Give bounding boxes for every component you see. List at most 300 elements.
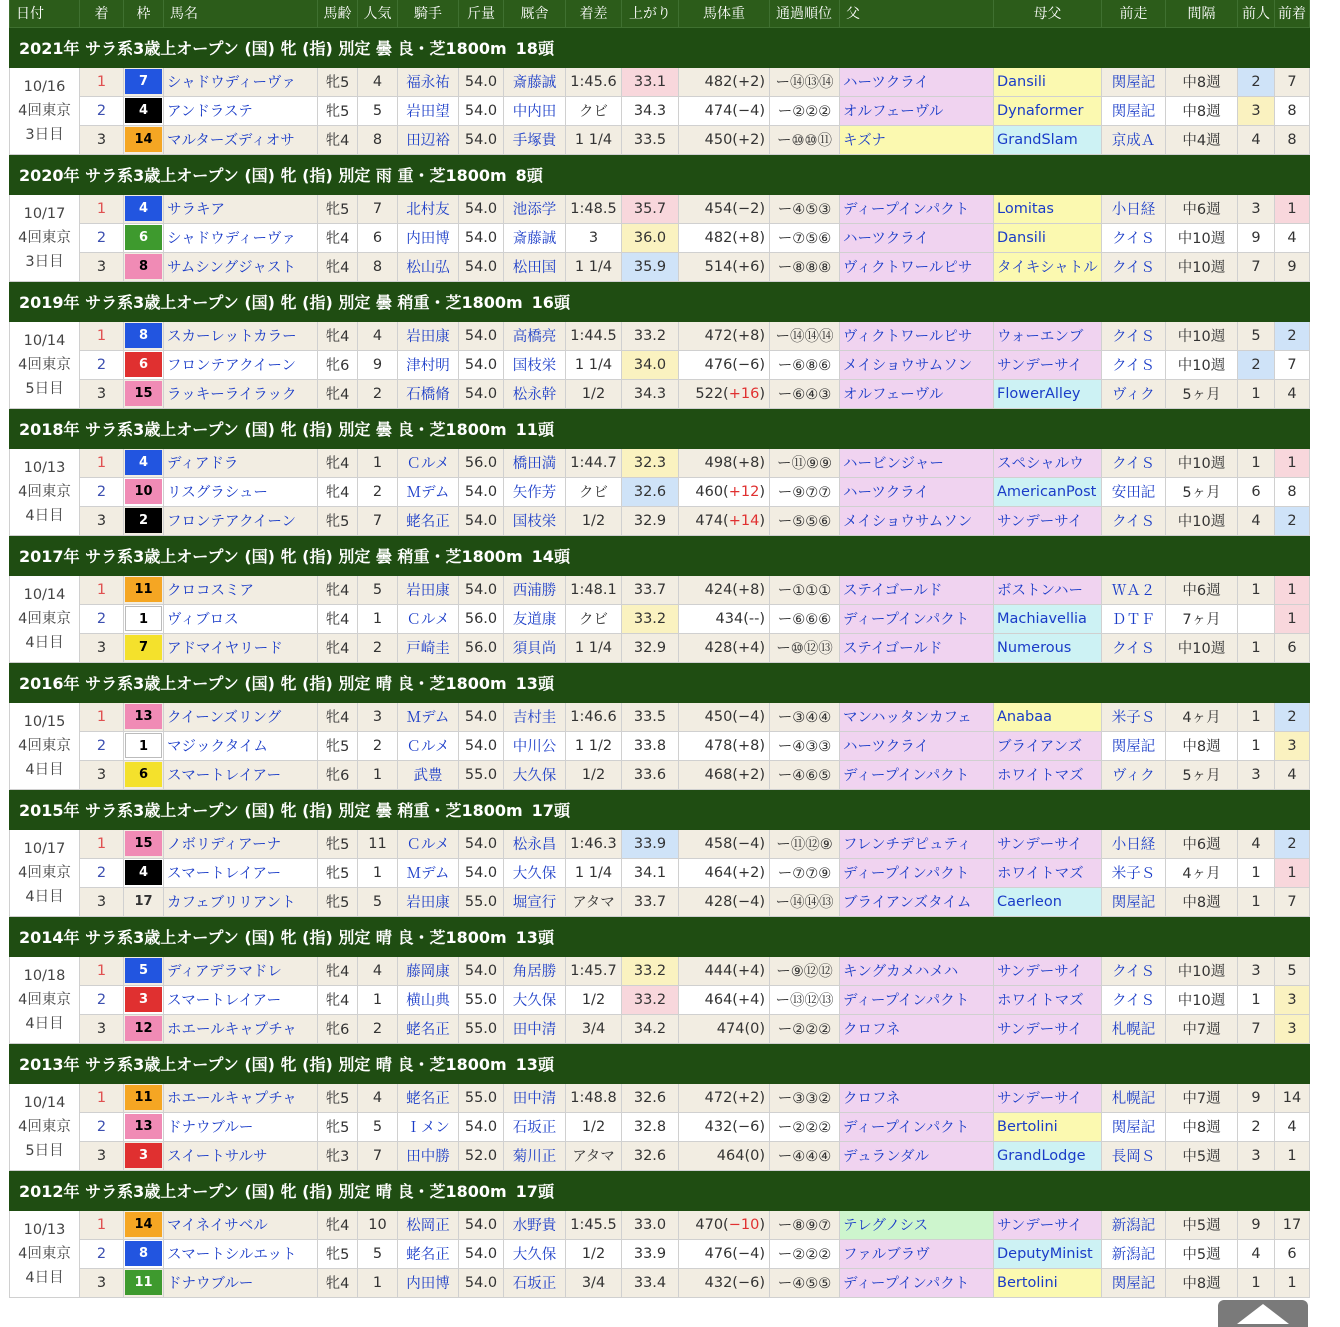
dam-sire-link[interactable]: Bertolini — [994, 1112, 1102, 1141]
table-row — [10, 731, 1310, 760]
passing-order: ー⑦⑤⑥ — [770, 223, 840, 252]
horse-name-link[interactable]: フロンテアクイーン — [164, 350, 318, 379]
horse-age: 牝4 — [318, 321, 358, 350]
sire-link[interactable]: オルフェーヴル — [840, 379, 994, 408]
dam-sire-link[interactable]: ブライアンズ — [994, 731, 1102, 760]
dam-sire-link[interactable]: サンデーサイ — [994, 350, 1102, 379]
previous-race-link[interactable]: クイＳ — [1102, 448, 1166, 477]
carried-weight: 54.0 — [459, 96, 504, 125]
sire-link[interactable]: メイショウサムソン — [840, 350, 994, 379]
post-number-badge: 13 — [125, 1114, 162, 1139]
previous-race-link[interactable]: 京成Ａ — [1102, 125, 1166, 154]
trainer-link[interactable]: 堀宣行 — [504, 887, 566, 916]
carried-weight: 54.0 — [459, 350, 504, 379]
horse-age: 牝5 — [318, 887, 358, 916]
table-row — [10, 1268, 1310, 1297]
previous-finish: 2 — [1275, 702, 1310, 731]
previous-finish: 1 — [1275, 194, 1310, 223]
popularity: 9 — [358, 350, 398, 379]
race-title-cell — [10, 789, 1310, 829]
previous-popularity: 4 — [1238, 506, 1275, 535]
sire-link[interactable]: キングカメハメハ — [840, 956, 994, 985]
sire-link[interactable]: オルフェーヴル — [840, 96, 994, 125]
sire-link[interactable]: ディープインパクト — [840, 604, 994, 633]
finish-position: 1 — [80, 1083, 124, 1112]
passing-order: ー④⑤⑤ — [770, 1268, 840, 1297]
sire-link[interactable]: ステイゴールド — [840, 633, 994, 662]
dam-sire-link[interactable]: ウォーエンブ — [994, 321, 1102, 350]
race-date-line: 4回東京 — [18, 356, 71, 373]
margin: 1:48.1 — [566, 575, 622, 604]
trainer-link[interactable]: 斎藤誠 — [504, 67, 566, 96]
horse-age: 牝4 — [318, 1210, 358, 1239]
trainer-link[interactable]: 斎藤誠 — [504, 223, 566, 252]
jockey-link[interactable]: 戸崎圭 — [398, 633, 459, 662]
column-header: 間隔 — [1166, 0, 1238, 27]
sire-link[interactable]: ディープインパクト — [840, 1112, 994, 1141]
last-3f: 33.2 — [622, 985, 679, 1014]
previous-race-link[interactable]: クイＳ — [1102, 956, 1166, 985]
trainer-link[interactable]: 水野貴 — [504, 1210, 566, 1239]
dam-sire-link[interactable]: Caerleon — [994, 887, 1102, 916]
dam-sire-link[interactable]: Dynaformer — [994, 96, 1102, 125]
trainer-link[interactable]: 石坂正 — [504, 1268, 566, 1297]
race-date-line: 10/13 — [23, 459, 66, 476]
post-number-badge: 7 — [125, 635, 162, 660]
body-weight — [679, 67, 770, 96]
sire-link[interactable]: ハービンジャー — [840, 448, 994, 477]
last-3f: 32.9 — [622, 633, 679, 662]
post-number — [124, 1083, 164, 1112]
previous-race-link[interactable]: 長岡Ｓ — [1102, 1141, 1166, 1170]
race-field-size: 13頭 — [515, 673, 554, 693]
previous-race-link[interactable]: 関屋記 — [1102, 1268, 1166, 1297]
sire-link[interactable]: キズナ — [840, 125, 994, 154]
horse-name-link[interactable]: スマートレイアー — [164, 760, 318, 789]
body-weight-value: 478(+8) — [704, 737, 765, 754]
popularity: 1 — [358, 858, 398, 887]
dam-sire-link[interactable]: サンデーサイ — [994, 1210, 1102, 1239]
jockey-link[interactable]: 北村友 — [398, 194, 459, 223]
jockey-link[interactable]: Ｍデム — [398, 858, 459, 887]
previous-race-link[interactable]: 米子Ｓ — [1102, 702, 1166, 731]
passing-order: ー①①① — [770, 575, 840, 604]
jockey-link[interactable]: 蛯名正 — [398, 1014, 459, 1043]
horse-name-link[interactable]: マイネイサベル — [164, 1210, 318, 1239]
previous-popularity: 3 — [1238, 194, 1275, 223]
dam-sire-link[interactable]: ホワイトマズ — [994, 858, 1102, 887]
sire-link[interactable]: ハーツクライ — [840, 223, 994, 252]
finish-position: 2 — [80, 1112, 124, 1141]
dam-sire-link[interactable]: Dansili — [994, 223, 1102, 252]
race-title: 2020年 サラ系3歳上オープン (国) 牝 (指) 別定 雨 重・芝1800m — [19, 165, 507, 185]
previous-race-link[interactable]: ヴィク — [1102, 760, 1166, 789]
post-number-badge: 4 — [125, 196, 162, 221]
previous-finish: 7 — [1275, 887, 1310, 916]
last-3f: 32.6 — [622, 477, 679, 506]
popularity: 7 — [358, 1141, 398, 1170]
last-3f: 36.0 — [622, 223, 679, 252]
sire-link[interactable]: テレグノシス — [840, 1210, 994, 1239]
last-3f: 32.6 — [622, 1083, 679, 1112]
dam-sire-link[interactable]: Numerous — [994, 633, 1102, 662]
previous-race-link[interactable]: 小日経 — [1102, 194, 1166, 223]
race-title: 2013年 サラ系3歳上オープン (国) 牝 (指) 別定 晴 良・芝1800m — [19, 1054, 507, 1074]
post-number-badge: 14 — [125, 1212, 162, 1237]
dam-sire-link[interactable]: サンデーサイ — [994, 1083, 1102, 1112]
horse-name-link[interactable]: シャドウディーヴァ — [164, 67, 318, 96]
carried-weight: 54.0 — [459, 731, 504, 760]
dam-sire-link[interactable]: DeputyMinist — [994, 1239, 1102, 1268]
table-row — [10, 858, 1310, 887]
dam-sire-link[interactable]: Lomitas — [994, 194, 1102, 223]
horse-age: 牝4 — [318, 956, 358, 985]
last-3f: 33.9 — [622, 829, 679, 858]
margin: アタマ — [566, 887, 622, 916]
jockey-link[interactable]: 横山典 — [398, 985, 459, 1014]
finish-position: 2 — [80, 96, 124, 125]
race-date — [10, 67, 80, 154]
trainer-link[interactable]: 西浦勝 — [504, 575, 566, 604]
previous-race-link[interactable]: 札幌記 — [1102, 1083, 1166, 1112]
last-3f: 33.7 — [622, 887, 679, 916]
race-title-cell — [10, 281, 1310, 321]
sire-link[interactable]: ヴィクトワールピサ — [840, 321, 994, 350]
passing-order: ー⑪⑫⑨ — [770, 829, 840, 858]
jockey-link[interactable]: 岩田康 — [398, 575, 459, 604]
post-number — [124, 1014, 164, 1043]
dam-sire-link[interactable]: スペシャルウ — [994, 448, 1102, 477]
popularity: 6 — [358, 223, 398, 252]
race-title-cell — [10, 535, 1310, 575]
dam-sire-link[interactable]: ホワイトマズ — [994, 760, 1102, 789]
jockey-link[interactable]: 武豊 — [398, 760, 459, 789]
previous-popularity: 3 — [1238, 760, 1275, 789]
previous-race-link[interactable]: クイＳ — [1102, 633, 1166, 662]
trainer-link[interactable]: 須貝尚 — [504, 633, 566, 662]
carried-weight: 54.0 — [459, 702, 504, 731]
passing-order: ー④③③ — [770, 731, 840, 760]
trainer-link[interactable]: 大久保 — [504, 858, 566, 887]
previous-finish: 4 — [1275, 1112, 1310, 1141]
popularity: 4 — [358, 321, 398, 350]
horse-name-link[interactable]: ホエールキャプチャ — [164, 1083, 318, 1112]
horse-name-link[interactable]: リスグラシュー — [164, 477, 318, 506]
horse-name-link[interactable]: マジックタイム — [164, 731, 318, 760]
jockey-link[interactable]: Ｍデム — [398, 477, 459, 506]
sire-link[interactable]: ディープインパクト — [840, 760, 994, 789]
previous-finish: 4 — [1275, 379, 1310, 408]
trainer-link[interactable]: 高橋亮 — [504, 321, 566, 350]
trainer-link[interactable]: 矢作芳 — [504, 477, 566, 506]
dam-sire-link[interactable]: Machiavellia — [994, 604, 1102, 633]
trainer-link[interactable]: 手塚貴 — [504, 125, 566, 154]
horse-age: 牝4 — [318, 252, 358, 281]
trainer-link[interactable]: 大久保 — [504, 1239, 566, 1268]
horse-name-link[interactable]: スマートレイアー — [164, 985, 318, 1014]
body-weight-value: 450(+2) — [704, 131, 765, 148]
sire-link[interactable]: ハーツクライ — [840, 731, 994, 760]
previous-race-link[interactable]: クイＳ — [1102, 506, 1166, 535]
post-number-badge: 12 — [125, 1016, 162, 1041]
last-3f: 33.7 — [622, 575, 679, 604]
horse-name-link[interactable]: ノボリディアーナ — [164, 829, 318, 858]
dam-sire-link[interactable]: サンデーサイ — [994, 829, 1102, 858]
sire-link[interactable]: ディープインパクト — [840, 194, 994, 223]
passing-order: ー⑭⑭⑬ — [770, 887, 840, 916]
body-weight — [679, 223, 770, 252]
scroll-to-top-button[interactable] — [1218, 1300, 1308, 1327]
race-header — [10, 27, 1310, 67]
post-number — [124, 702, 164, 731]
dam-sire-link[interactable]: サンデーサイ — [994, 956, 1102, 985]
post-number-badge: 8 — [125, 323, 162, 348]
previous-race-link[interactable]: クイＳ — [1102, 985, 1166, 1014]
sire-link[interactable]: ディープインパクト — [840, 1268, 994, 1297]
jockey-link[interactable]: Ｃルメ — [398, 448, 459, 477]
post-number — [124, 321, 164, 350]
horse-name-link[interactable]: ドナウブルー — [164, 1112, 318, 1141]
body-weight-value: 470( — [695, 1216, 729, 1233]
post-number-badge: 17 — [134, 894, 153, 909]
jockey-link[interactable]: 福永祐 — [398, 67, 459, 96]
previous-race-link[interactable]: 安田記 — [1102, 477, 1166, 506]
passing-order: ー⑭⑭⑭ — [770, 321, 840, 350]
jockey-link[interactable]: 津村明 — [398, 350, 459, 379]
finish-position: 2 — [80, 858, 124, 887]
horse-name-link[interactable]: フロンテアクイーン — [164, 506, 318, 535]
previous-race-link[interactable]: ＤＴＦ — [1102, 604, 1166, 633]
trainer-link[interactable]: 吉村圭 — [504, 702, 566, 731]
passing-order: ー⑥⑧⑥ — [770, 350, 840, 379]
jockey-link[interactable]: 岩田望 — [398, 96, 459, 125]
body-weight — [679, 350, 770, 379]
previous-finish: 3 — [1275, 985, 1310, 1014]
trainer-link[interactable]: 角居勝 — [504, 956, 566, 985]
jockey-link[interactable]: Ｃルメ — [398, 731, 459, 760]
jockey-link[interactable]: 岩田康 — [398, 887, 459, 916]
jockey-link[interactable]: 石橋脩 — [398, 379, 459, 408]
jockey-link[interactable]: 蛯名正 — [398, 1083, 459, 1112]
jockey-link[interactable]: Ｍデム — [398, 702, 459, 731]
trainer-link[interactable]: 国枝栄 — [504, 350, 566, 379]
race-date-line: 10/15 — [23, 713, 66, 730]
body-weight-value: 464(+4) — [704, 991, 765, 1008]
horse-name-link[interactable]: ドナウブルー — [164, 1268, 318, 1297]
sire-link[interactable]: クロフネ — [840, 1014, 994, 1043]
body-weight — [679, 321, 770, 350]
previous-popularity: 4 — [1238, 1239, 1275, 1268]
dam-sire-link[interactable]: Dansili — [994, 67, 1102, 96]
sire-link[interactable]: マンハッタンカフェ — [840, 702, 994, 731]
popularity: 5 — [358, 887, 398, 916]
previous-popularity: 2 — [1238, 67, 1275, 96]
sire-link[interactable]: ハーツクライ — [840, 67, 994, 96]
race-field-size: 17頭 — [515, 1181, 554, 1201]
sire-link[interactable]: ディープインパクト — [840, 858, 994, 887]
trainer-link[interactable]: 中内田 — [504, 96, 566, 125]
last-3f: 33.4 — [622, 1268, 679, 1297]
horse-name-link[interactable]: ラッキーライラック — [164, 379, 318, 408]
trainer-link[interactable]: 石坂正 — [504, 1112, 566, 1141]
horse-name-link[interactable]: アドマイヤリード — [164, 633, 318, 662]
dam-sire-link[interactable]: ボストンハー — [994, 575, 1102, 604]
interval: 中7週 — [1166, 1014, 1238, 1043]
jockey-link[interactable]: 田中勝 — [398, 1141, 459, 1170]
finish-position: 2 — [80, 223, 124, 252]
previous-race-link[interactable]: クイＳ — [1102, 252, 1166, 281]
horse-name-link[interactable]: クイーンズリング — [164, 702, 318, 731]
horse-name-link[interactable]: カフェブリリアント — [164, 887, 318, 916]
dam-sire-link[interactable]: タイキシャトル — [994, 252, 1102, 281]
previous-popularity: 1 — [1238, 1268, 1275, 1297]
previous-popularity: 1 — [1238, 379, 1275, 408]
previous-race-link[interactable]: 米子Ｓ — [1102, 858, 1166, 887]
body-weight — [679, 379, 770, 408]
previous-race-link[interactable]: 関屋記 — [1102, 67, 1166, 96]
sire-link[interactable]: デュランダル — [840, 1141, 994, 1170]
table-row — [10, 1141, 1310, 1170]
horse-name-link[interactable]: サムシングジャスト — [164, 252, 318, 281]
trainer-link[interactable]: 菊川正 — [504, 1141, 566, 1170]
previous-popularity: 1 — [1238, 985, 1275, 1014]
horse-name-link[interactable]: ホエールキャプチャ — [164, 1014, 318, 1043]
jockey-link[interactable]: Ｃルメ — [398, 829, 459, 858]
carried-weight: 55.0 — [459, 887, 504, 916]
horse-name-link[interactable]: アンドラステ — [164, 96, 318, 125]
jockey-link[interactable]: 松山弘 — [398, 252, 459, 281]
jockey-link[interactable]: 内田博 — [398, 223, 459, 252]
horse-name-link[interactable]: スマートレイアー — [164, 858, 318, 887]
race-date — [10, 829, 80, 916]
horse-name-link[interactable]: スカーレットカラー — [164, 321, 318, 350]
sire-link[interactable]: ヴィクトワールピサ — [840, 252, 994, 281]
jockey-link[interactable]: Ｃルメ — [398, 604, 459, 633]
horse-name-link[interactable]: スマートシルエット — [164, 1239, 318, 1268]
jockey-link[interactable]: 蛯名正 — [398, 506, 459, 535]
horse-name-link[interactable]: ヴィブロス — [164, 604, 318, 633]
previous-race-link[interactable]: クイＳ — [1102, 223, 1166, 252]
jockey-link[interactable]: 藤岡康 — [398, 956, 459, 985]
trainer-link[interactable]: 中川公 — [504, 731, 566, 760]
previous-race-link[interactable]: クイＳ — [1102, 350, 1166, 379]
previous-race-link[interactable]: 新潟記 — [1102, 1210, 1166, 1239]
jockey-link[interactable]: 内田博 — [398, 1268, 459, 1297]
previous-race-link[interactable]: 関屋記 — [1102, 96, 1166, 125]
race-title-cell — [10, 408, 1310, 448]
dam-sire-link[interactable]: サンデーサイ — [994, 506, 1102, 535]
jockey-link[interactable]: 田辺裕 — [398, 125, 459, 154]
popularity: 5 — [358, 1112, 398, 1141]
post-number-badge: 8 — [125, 1241, 162, 1266]
previous-race-link[interactable]: 小日経 — [1102, 829, 1166, 858]
race-date-line: 3日目 — [25, 126, 64, 143]
race-date-line: 4回東京 — [18, 991, 71, 1008]
sire-link[interactable]: フレンチデピュティ — [840, 829, 994, 858]
horse-name-link[interactable]: マルターズディオサ — [164, 125, 318, 154]
previous-race-link[interactable]: 新潟記 — [1102, 1239, 1166, 1268]
popularity: 4 — [358, 1083, 398, 1112]
previous-race-link[interactable]: 札幌記 — [1102, 1014, 1166, 1043]
previous-finish: 1 — [1275, 448, 1310, 477]
jockey-link[interactable]: 岩田康 — [398, 321, 459, 350]
passing-order: ー⑪⑨⑨ — [770, 448, 840, 477]
trainer-link[interactable]: 田中清 — [504, 1014, 566, 1043]
popularity: 2 — [358, 379, 398, 408]
trainer-link[interactable]: 松永幹 — [504, 379, 566, 408]
trainer-link[interactable]: 大久保 — [504, 985, 566, 1014]
dam-sire-link[interactable]: FlowerAlley — [994, 379, 1102, 408]
sire-link[interactable]: ファルブラヴ — [840, 1239, 994, 1268]
dam-sire-link[interactable]: Bertolini — [994, 1268, 1102, 1297]
sire-link[interactable]: ハーツクライ — [840, 477, 994, 506]
column-header: 前人 — [1238, 0, 1275, 27]
trainer-link[interactable]: 池添学 — [504, 194, 566, 223]
dam-sire-link[interactable]: AmericanPost — [994, 477, 1102, 506]
trainer-link[interactable]: 橋田満 — [504, 448, 566, 477]
table-row — [10, 1210, 1310, 1239]
horse-name-link[interactable]: サラキア — [164, 194, 318, 223]
previous-race-link[interactable]: 関屋記 — [1102, 887, 1166, 916]
horse-name-link[interactable]: クロコスミア — [164, 575, 318, 604]
margin: 1/2 — [566, 985, 622, 1014]
column-header: 通過順位 — [770, 0, 840, 27]
horse-name-link[interactable]: シャドウディーヴァ — [164, 223, 318, 252]
trainer-link[interactable]: 松田国 — [504, 252, 566, 281]
passing-order: ー⑩⑫⑬ — [770, 633, 840, 662]
body-weight — [679, 1239, 770, 1268]
sire-link[interactable]: ディープインパクト — [840, 985, 994, 1014]
previous-race-link[interactable]: 関屋記 — [1102, 1112, 1166, 1141]
previous-race-link[interactable]: ヴィク — [1102, 379, 1166, 408]
finish-position: 3 — [80, 633, 124, 662]
trainer-link[interactable]: 田中清 — [504, 1083, 566, 1112]
body-weight-value: 472(+2) — [704, 1089, 765, 1106]
race-date-line: 4日目 — [25, 888, 64, 905]
body-weight-value: 454(−2) — [704, 200, 765, 217]
previous-race-link[interactable]: ＷＡ２ — [1102, 575, 1166, 604]
trainer-link[interactable]: 国枝栄 — [504, 506, 566, 535]
finish-position: 1 — [80, 1210, 124, 1239]
passing-order: ー⑤⑤⑥ — [770, 506, 840, 535]
dam-sire-link[interactable]: GrandLodge — [994, 1141, 1102, 1170]
previous-race-link[interactable]: クイＳ — [1102, 321, 1166, 350]
sire-link[interactable]: ブライアンズタイム — [840, 887, 994, 916]
sire-link[interactable]: メイショウサムソン — [840, 506, 994, 535]
jockey-link[interactable]: 蛯名正 — [398, 1239, 459, 1268]
horse-name-link[interactable]: ディアドラ — [164, 448, 318, 477]
dam-sire-link[interactable]: GrandSlam — [994, 125, 1102, 154]
trainer-link[interactable]: 友道康 — [504, 604, 566, 633]
dam-sire-link[interactable]: ホワイトマズ — [994, 985, 1102, 1014]
column-header: 厩舎 — [504, 0, 566, 27]
jockey-link[interactable]: 松岡正 — [398, 1210, 459, 1239]
dam-sire-link[interactable]: Anabaa — [994, 702, 1102, 731]
trainer-link[interactable]: 松永昌 — [504, 829, 566, 858]
horse-name-link[interactable]: ディアデラマドレ — [164, 956, 318, 985]
dam-sire-link[interactable]: サンデーサイ — [994, 1014, 1102, 1043]
previous-race-link[interactable]: 関屋記 — [1102, 731, 1166, 760]
carried-weight: 54.0 — [459, 125, 504, 154]
last-3f: 33.2 — [622, 956, 679, 985]
jockey-link[interactable]: Ｉメン — [398, 1112, 459, 1141]
sire-link[interactable]: クロフネ — [840, 1083, 994, 1112]
horse-name-link[interactable]: スイートサルサ — [164, 1141, 318, 1170]
last-3f: 34.0 — [622, 350, 679, 379]
column-header: 父 — [840, 0, 994, 27]
trainer-link[interactable]: 大久保 — [504, 760, 566, 789]
sire-link[interactable]: ステイゴールド — [840, 575, 994, 604]
